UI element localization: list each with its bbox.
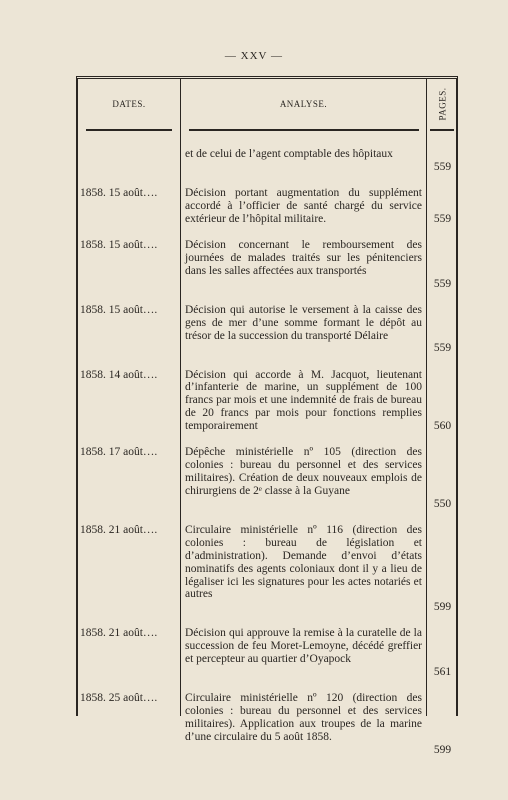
- entry-page: 599: [433, 601, 452, 614]
- table-row: [78, 239, 458, 291]
- entry-analysis: et de celui de l’agent comptable des hôpitaux: [185, 148, 393, 160]
- table-row: [78, 148, 458, 174]
- table-row: [78, 446, 458, 511]
- entry-date: 1858. 25 août….: [80, 692, 158, 705]
- header-pages: [427, 79, 458, 129]
- entry-date: 1858. 21 août….: [80, 523, 158, 536]
- header-dates: DATES.: [112, 99, 146, 109]
- entry-analysis: Décision portant augmentation du supplément accordé à l’officier de santé chargé du service extérieur de l’hôpital militaire.: [185, 187, 422, 225]
- entry-analysis: Décision qui autorise le versement à la caisse des gens de mer d’une somme formant le dépôt au trésor de la succession du transporté Délaire: [185, 303, 422, 342]
- header-rule: [86, 129, 172, 131]
- table-row: [78, 304, 458, 356]
- page-number: — XXV —: [224, 50, 284, 62]
- entry-page: 559: [433, 212, 452, 225]
- index-table: [76, 76, 458, 756]
- entry-date: 1858. 15 août….: [80, 238, 158, 251]
- header-pages-label: PAGES.: [437, 87, 448, 121]
- entry-date: 1858. 15 août….: [80, 303, 158, 316]
- entry-page: 559: [433, 160, 452, 173]
- entry-page: 559: [433, 277, 452, 290]
- entry-page: 599: [433, 743, 452, 756]
- table-row: [78, 627, 458, 679]
- table-row: [78, 692, 458, 757]
- table-row: [78, 524, 458, 614]
- header-rule: [189, 129, 419, 131]
- entry-page: 560: [433, 420, 452, 433]
- header-rule: [430, 129, 454, 131]
- entry-page: 561: [433, 666, 452, 679]
- entry-page: 550: [433, 497, 452, 510]
- entry-analysis: Décision concernant le remboursement des journées de malades traités sur les pénitenciers dans les salles affectées aux transportés: [185, 238, 422, 277]
- entry-analysis: Circulaire ministérielle nº 120 (direction des colonies : bureau du personnel et des services militaires). Application aux troupes de la marine d’une circulaire du 5 août 1858.: [185, 692, 422, 743]
- entry-date: 1858. 17 août….: [80, 446, 158, 459]
- entry-date: 1858. 14 août….: [80, 368, 158, 381]
- entry-analysis: Circulaire ministérielle nº 116 (direction des colonies : bureau de législation et d’administration). Demande d’envoi d’états nominatifs des agents coloniaux dont il y a lieu de légaliser ici les signatures pour les actes notariés et autres: [185, 523, 422, 601]
- table-row: [78, 187, 458, 226]
- entry-date: 1858. 15 août….: [80, 187, 158, 199]
- entry-analysis: Décision qui approuve la remise à la curatelle de la succession de feu Moret-Lemoyne, décédé greffier et percepteur au quartier d’Oyapock: [185, 627, 422, 666]
- entry-analysis: Dépêche ministérielle nº 105 (direction des colonies : bureau du personnel et des services militaires). Création de deux nouveaux emplois de chirurgiens de 2ᵉ classe à la Guyane: [185, 446, 422, 497]
- header-analyse: ANALYSE.: [279, 99, 328, 109]
- table-row: [78, 369, 458, 434]
- entry-analysis: Décision qui accorde à M. Jacquot, lieutenant d’infanterie de marine, un supplément de 100 francs par mois et une indemnité de frais de bureau de 20 francs par mois pour fonctions remplies temporairement: [185, 368, 422, 433]
- entry-date: 1858. 21 août….: [80, 627, 158, 640]
- entry-page: 559: [433, 342, 452, 355]
